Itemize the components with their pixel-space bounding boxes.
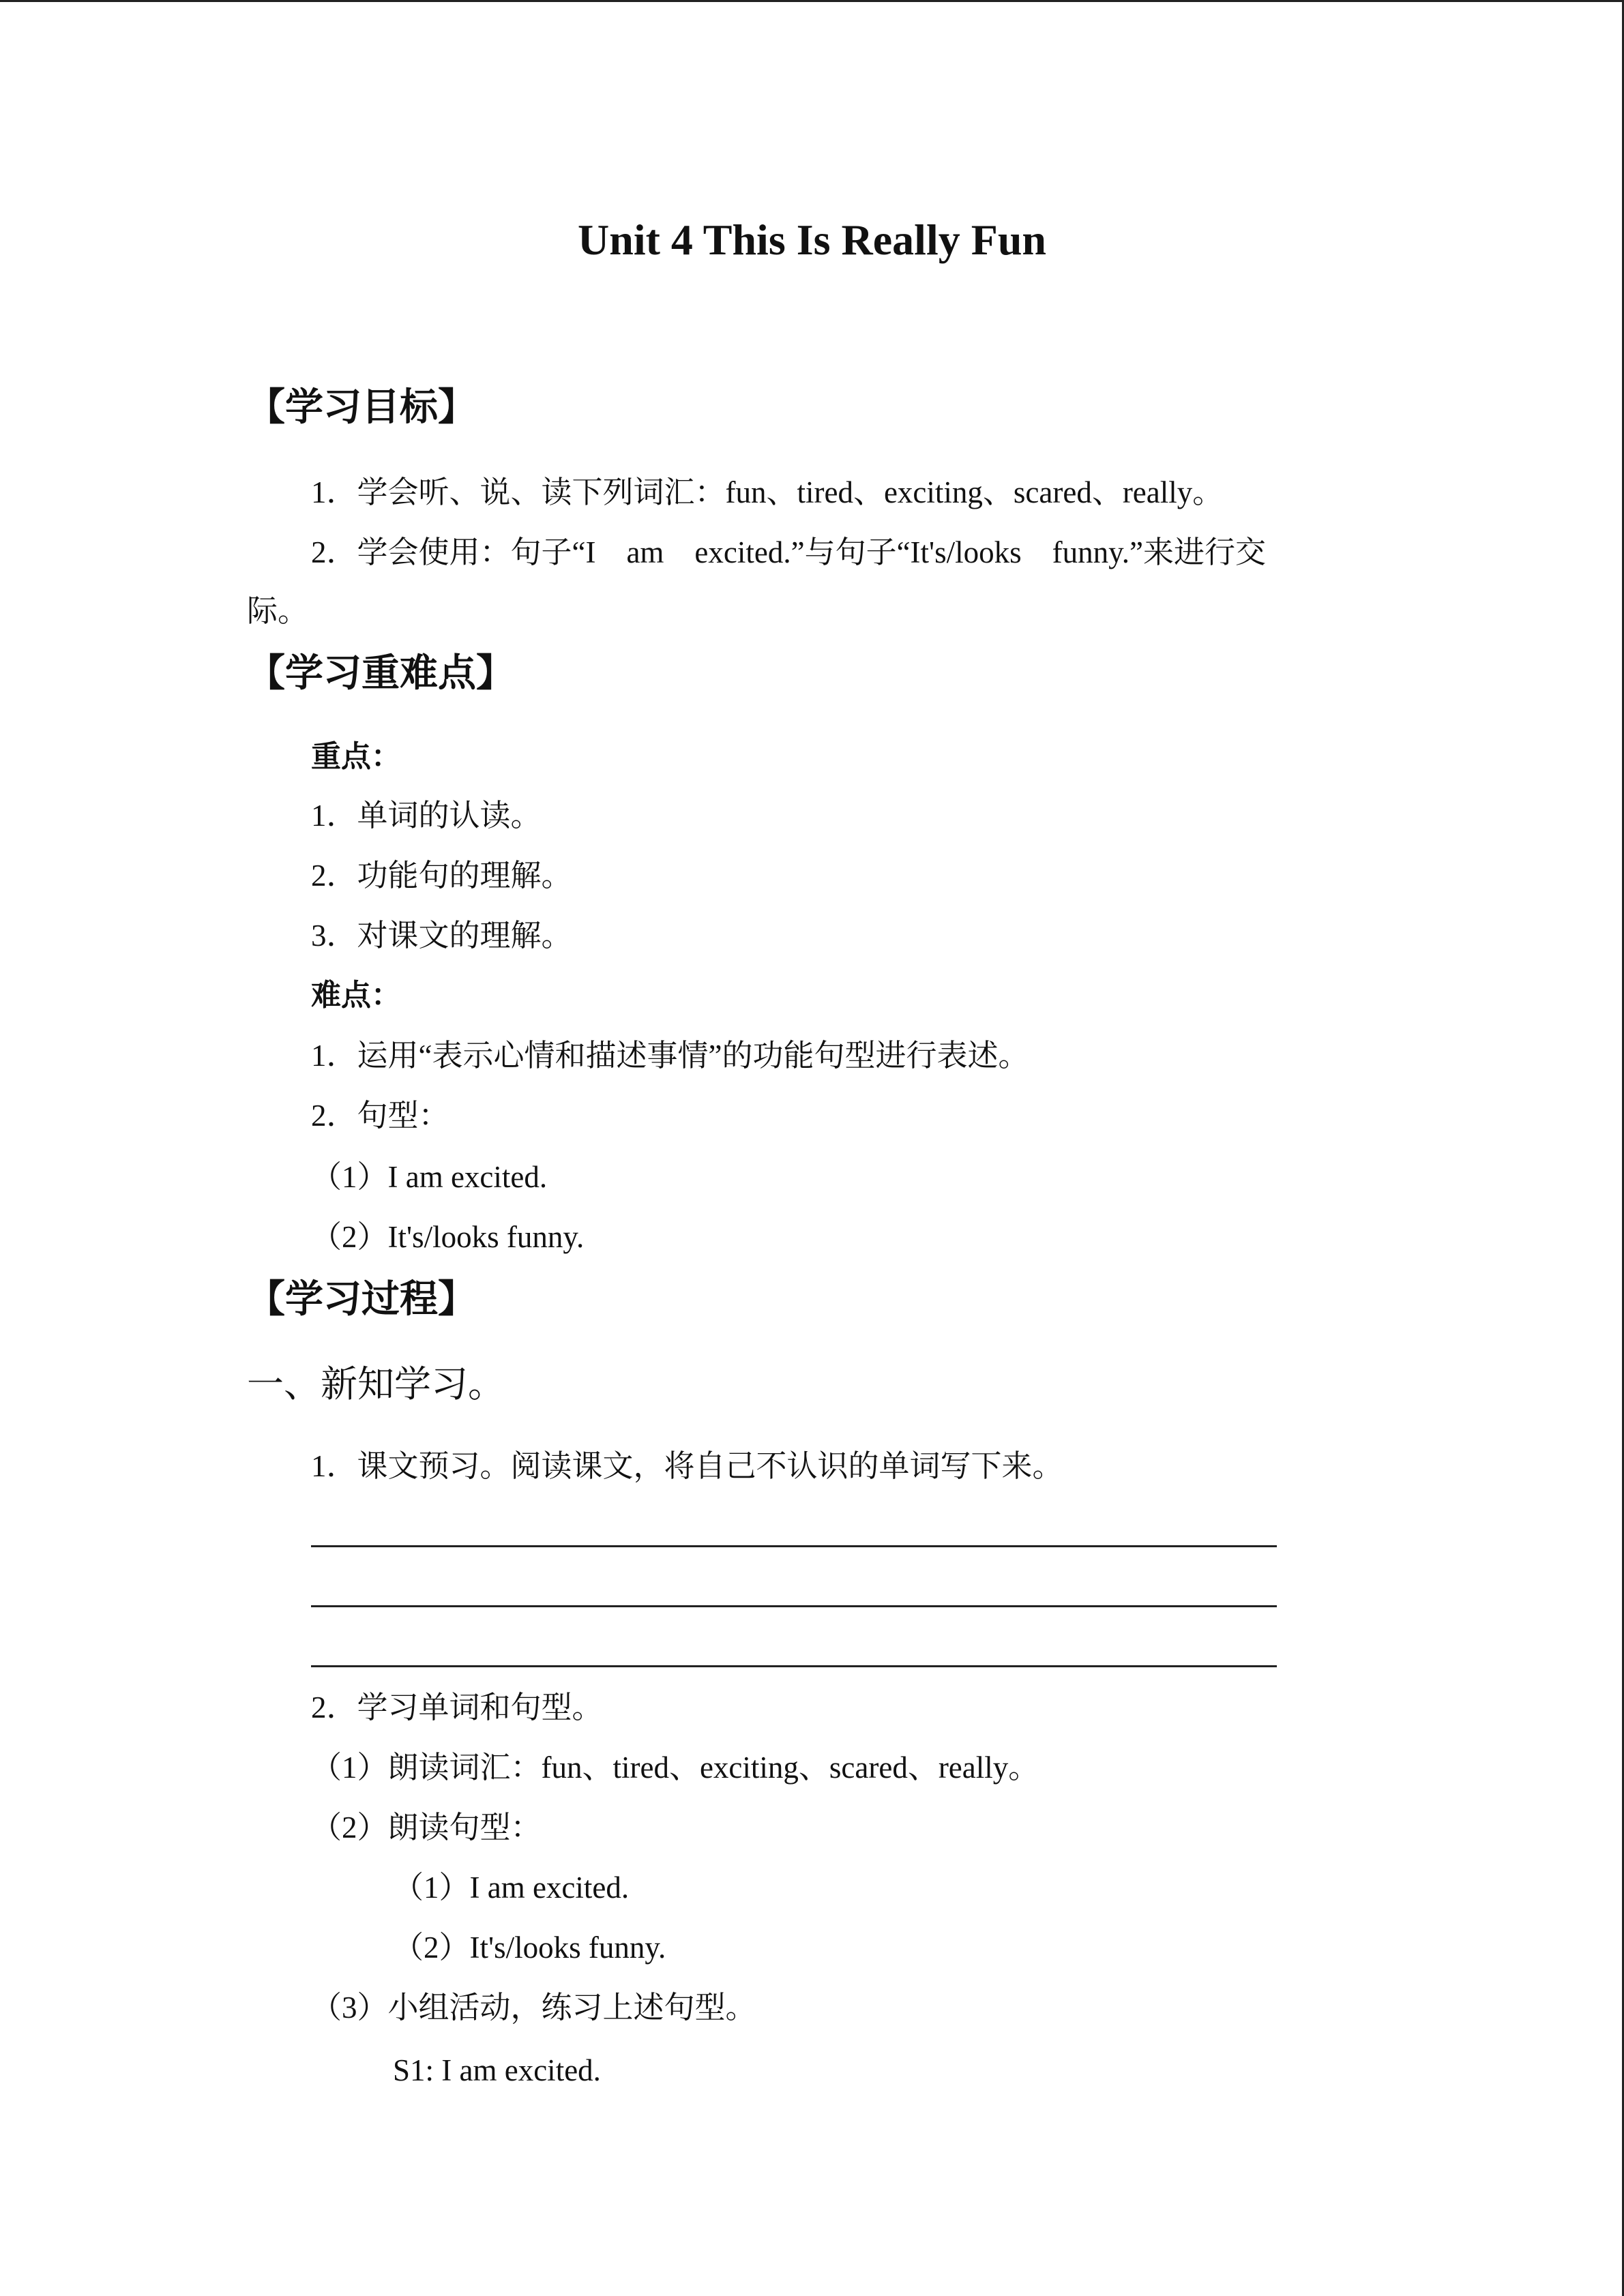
part-one-heading: 一、新知学习。 — [247, 1364, 505, 1405]
difficult-point-2: 2．句型： — [311, 1099, 449, 1133]
step-2-3: （3）小组活动，练习上述句型。 — [311, 1991, 756, 2025]
sentence-pattern-2: （2）It's/looks funny. — [311, 1220, 585, 1254]
difficult-point-1: 1．运用“表示心情和描述事情”的功能句型进行表述。 — [311, 1039, 1029, 1073]
difficult-label: 难点： — [311, 979, 401, 1012]
step-2-1: （1）朗读词汇：fun、tired、exciting、scared、really。 — [311, 1750, 1039, 1785]
step-2-2-a: （1）I am excited. — [393, 1870, 630, 1905]
objective-2-line-1: 2．学会使用：句子“I am excited.”与句子“It's/looks funny.”来进行交 — [311, 535, 1266, 569]
objectives-heading: 【学习目标】 — [247, 387, 476, 429]
dialog-line-s1: S1: I am excited. — [393, 2053, 601, 2087]
step-2-2: （2）朗读句型： — [311, 1810, 542, 1845]
step-2: 2．学习单词和句型。 — [311, 1690, 603, 1725]
answer-blank-line[interactable] — [311, 1665, 1277, 1667]
sentence-pattern-1: （1）I am excited. — [311, 1160, 548, 1194]
answer-blank-line[interactable] — [311, 1545, 1277, 1547]
page-title: Unit 4 This Is Really Fun — [578, 215, 1046, 264]
key-point-2: 2．功能句的理解。 — [311, 859, 572, 893]
objective-1: 1．学会听、说、读下列词汇：fun、tired、exciting、scared、really。 — [311, 475, 1224, 509]
key-point-3: 3．对课文的理解。 — [311, 919, 572, 953]
key-points-heading: 【学习重难点】 — [247, 653, 514, 695]
key-label: 重点： — [311, 740, 401, 773]
key-point-1: 1．单词的认读。 — [311, 799, 542, 833]
step-2-2-b: （2）It's/looks funny. — [393, 1930, 666, 1965]
objective-2-line-2: 际。 — [247, 594, 309, 628]
process-heading: 【学习过程】 — [247, 1279, 476, 1321]
answer-blank-line[interactable] — [311, 1605, 1277, 1607]
step-1: 1．课文预习。阅读课文，将自己不认识的单词写下来。 — [311, 1449, 1063, 1483]
